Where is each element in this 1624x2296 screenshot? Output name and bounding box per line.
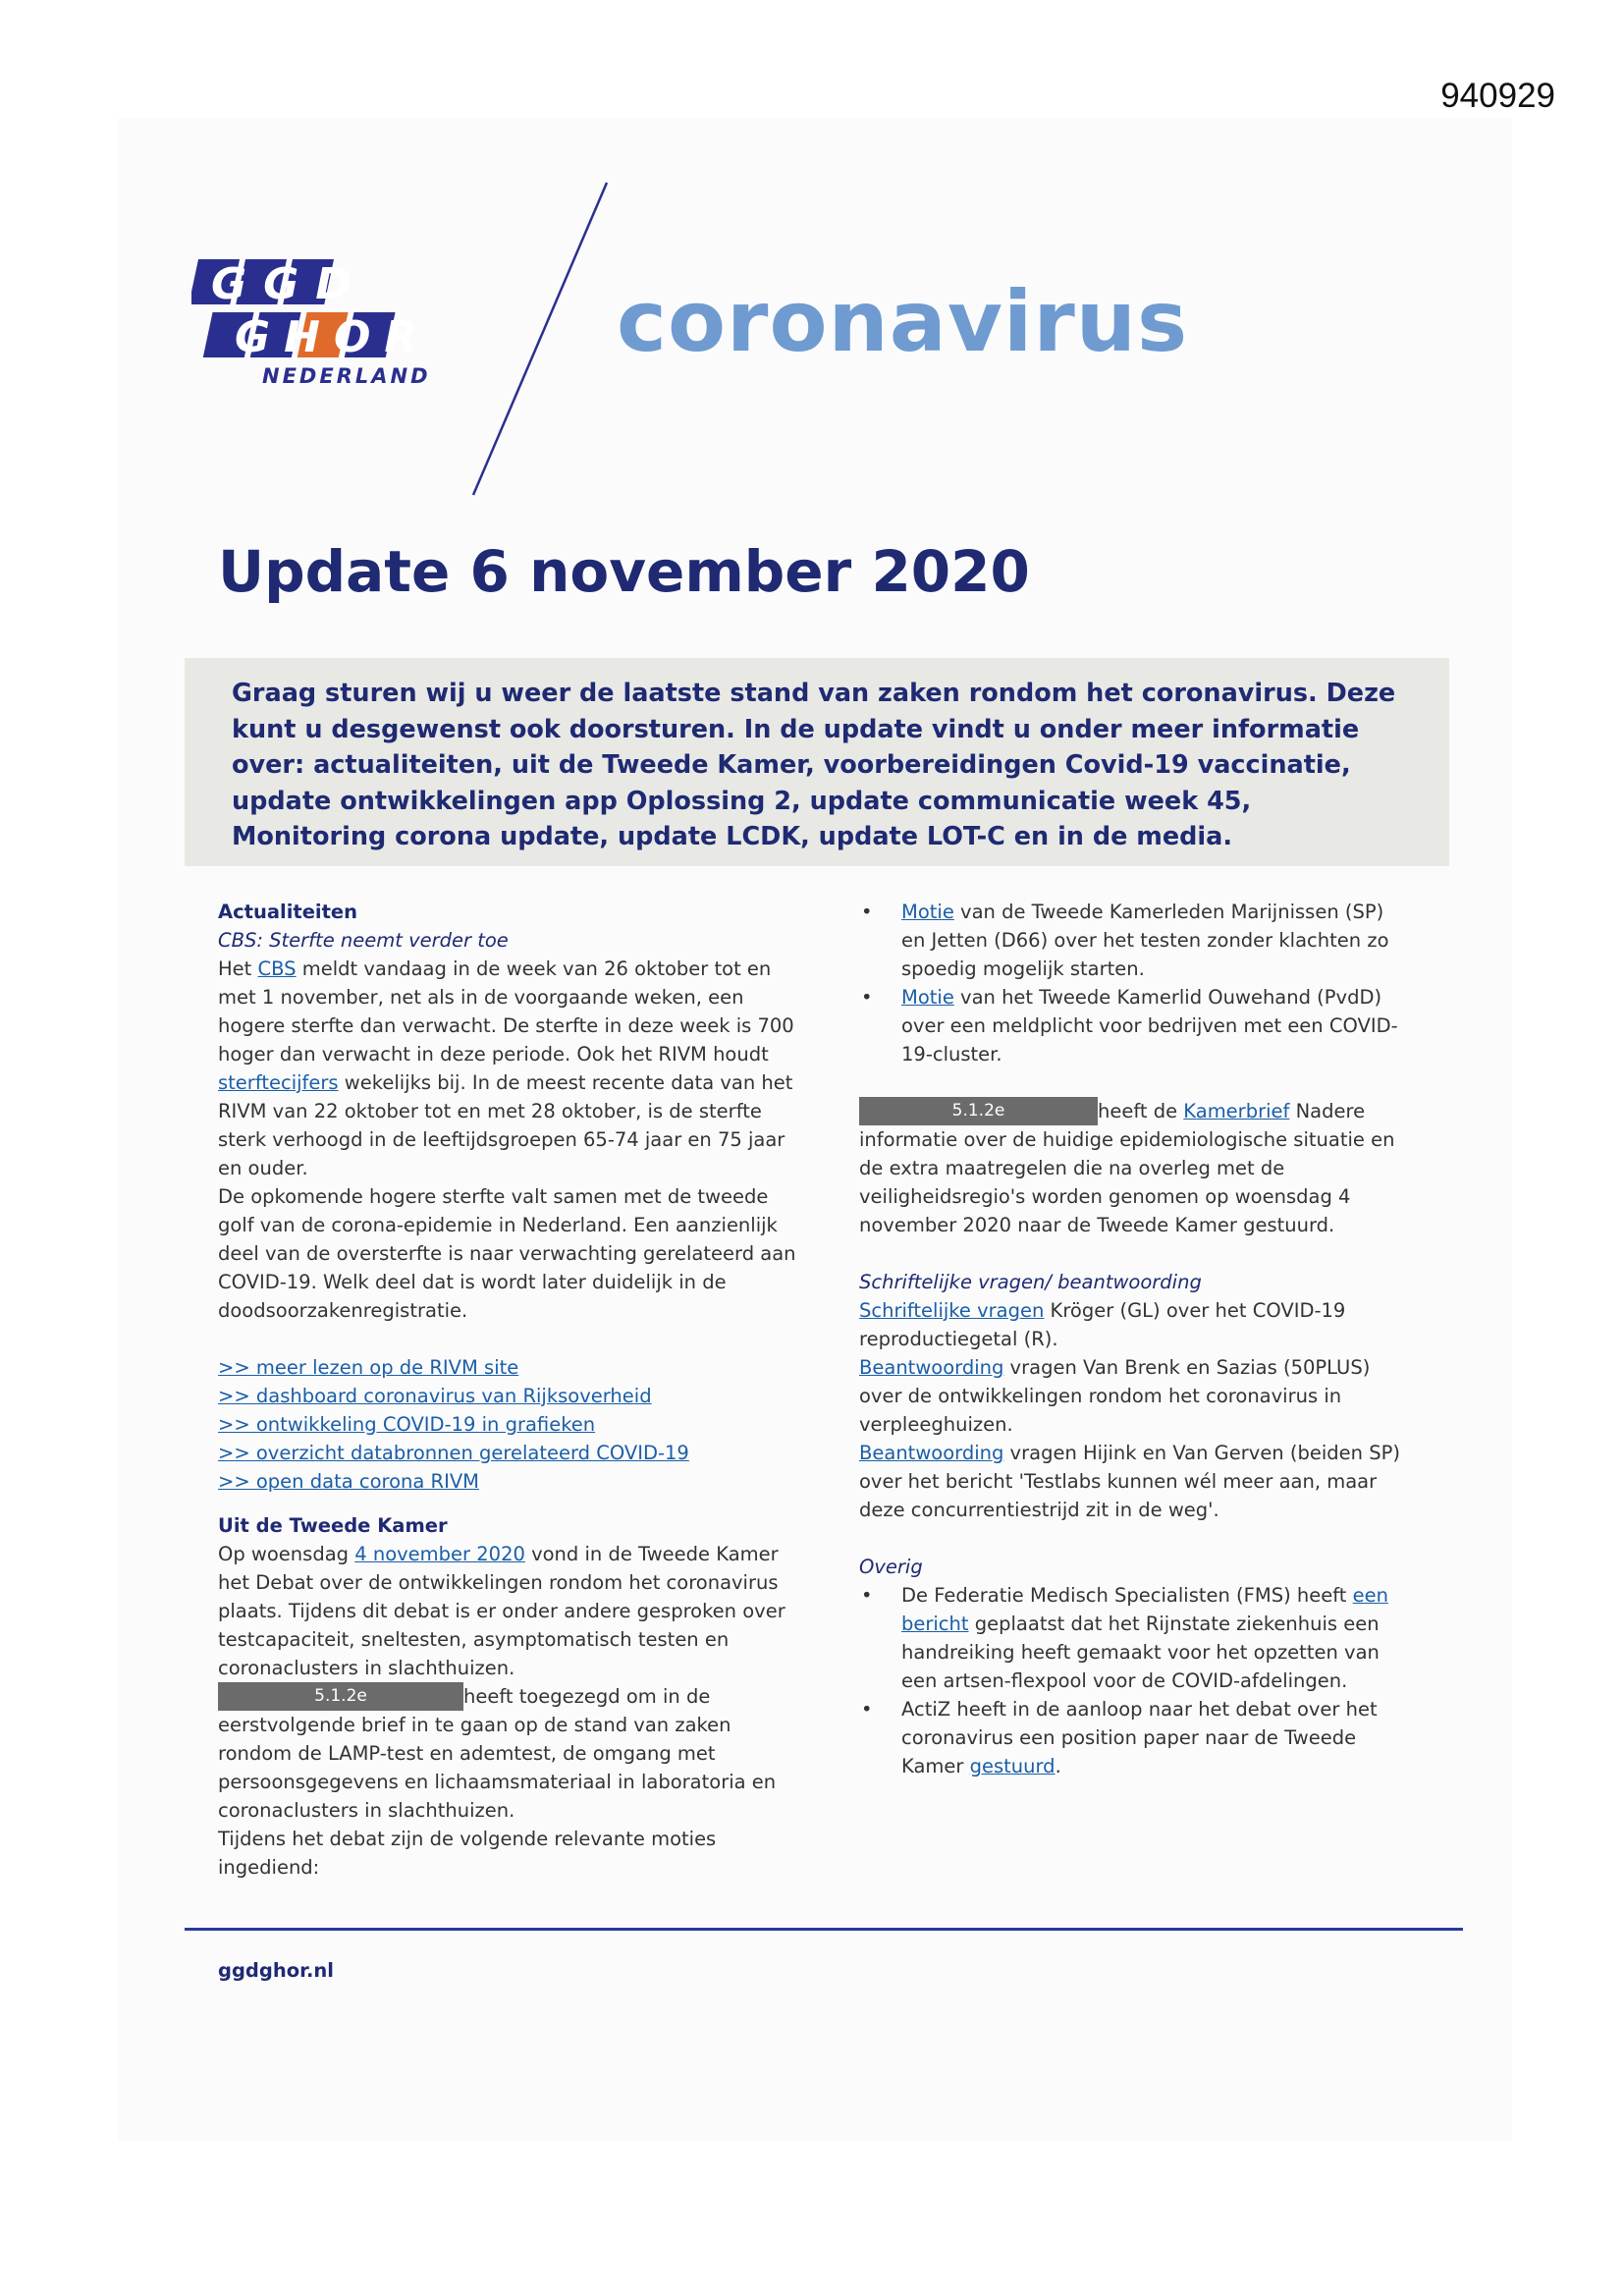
schriftelijk-subheading: Schriftelijke vragen/ beantwoording <box>859 1271 1202 1293</box>
gestuurd-link[interactable]: gestuurd <box>969 1755 1056 1777</box>
intro-box <box>185 658 1449 866</box>
intro-text: Graag sturen wij u weer de laatste stand van zaken rondom het coronavirus. Deze kunt u desgewenst ook doorsturen. In de update vindt u onder meer informatie over: actualiteiten, uit de Tweede Kamer, voorbereidingen Covid-19 vaccinatie, update ontwikkelingen app Oplossing 2, update communicatie week 45, Monitoring corona update, update LCDK, update LOT-C en in de media. <box>232 679 1396 851</box>
cbs-link[interactable]: CBS <box>257 957 297 980</box>
schriftelijk-item: Beantwoording vragen Van Brenk en Sazias (50PLUS) over de ontwikkelingen rondom het coronavirus in verpleeghuizen. <box>859 1356 1371 1436</box>
sterfte-paragraph: De opkomende hogere sterfte valt samen met de tweede golf van de corona-epidemie in Nederland. Een aanzienlijk deel van de oversterfte is naar verwachting gerelateerd aan COVID-19. Welk deel dat is wordt later duidelijk in de doodsoorzakenregistratie. <box>218 1185 796 1322</box>
redaction-box: 5.1.2e <box>218 1682 463 1711</box>
right-column <box>859 898 1409 1780</box>
overig-list <box>859 1581 1409 1780</box>
logo-line-3: NEDERLAND <box>262 364 431 388</box>
logo-line-2: GHOR <box>235 312 432 362</box>
list-item: • De Federatie Medisch Specialisten (FMS) heeft een bericht geplaatst dat het Rijnstate ziekenhuis een handreiking heeft gemaakt voor het opzetten van een artsen-flexpool voor de COVID-afdelingen. <box>859 1581 1409 1695</box>
motie-link[interactable]: Motie <box>901 901 954 923</box>
sterftecijfers-link[interactable]: sterftecijfers <box>218 1071 339 1094</box>
ggd-ghor-logo <box>191 246 447 393</box>
list-item: • ActiZ heeft in de aanloop naar het debat over het coronavirus een position paper naar de Tweede Kamer gestuurd. <box>859 1695 1409 1780</box>
coronavirus-wordmark: coronavirus <box>617 273 1189 371</box>
cbs-subheading: CBS: Sterfte neemt verder toe <box>218 929 509 952</box>
kamerbrief-paragraph: 5.1.2e heeft de Kamerbrief Nadere informatie over de huidige epidemiologische situatie en de extra maatregelen die na overleg met de veiligheidsregio's worden genomen op woensdag 4 november 2020 naar de Tweede Kamer gestuurd. <box>859 1097 1409 1239</box>
schriftelijke-vragen-link[interactable]: Schriftelijke vragen <box>859 1299 1045 1322</box>
overig-subheading: Overig <box>859 1556 923 1578</box>
redaction-box: 5.1.2e <box>859 1097 1098 1125</box>
toezegging-paragraph: 5.1.2e heeft toegezegd om in de eerstvolgende brief in te gaan op de stand van zaken rondom de LAMP-test en ademtest, de omgang met persoonsgegevens en lichaamsmateriaal in laboratoria en coronaclusters in slachthuizen. <box>218 1682 807 1825</box>
header-slash <box>452 177 628 501</box>
page-title: Update 6 november 2020 <box>218 538 1030 605</box>
tweede-kamer-heading: Uit de Tweede Kamer <box>218 1514 448 1537</box>
list-item: • Motie van de Tweede Kamerleden Marijnissen (SP) en Jetten (D66) over het testen zonder klachten zo spoedig mogelijk starten. <box>859 898 1409 983</box>
schriftelijk-item: Schriftelijke vragen Kröger (GL) over het COVID-19 reproductiegetal (R). <box>859 1299 1346 1350</box>
cbs-paragraph: Het CBS meldt vandaag in de week van 26 oktober tot en met 1 november, net als in de voorgaande weken, een hogere sterfte dan verwacht. De sterfte in deze week is 700 hoger dan verwacht in deze periode. Ook het RIVM houdt sterftecijfers wekelijks bij. In de meest recente data van het RIVM van 22 oktober tot en met 28 oktober, is de sterfte sterk verhoogd in de leeftijdsgroepen 65-74 jaar en 75 jaar en ouder. <box>218 957 794 1179</box>
list-item: • Motie van het Tweede Kamerlid Ouwehand (PvdD) over een meldplicht voor bedrijven met een COVID-19-cluster. <box>859 983 1409 1068</box>
bericht-link[interactable]: een bericht <box>901 1584 1388 1635</box>
schriftelijk-item: Beantwoording vragen Hijink en Van Gerven (beiden SP) over het bericht 'Testlabs kunnen wél meer aan, maar deze concurrentiestrijd zit in de weg'. <box>859 1442 1400 1521</box>
motie-link[interactable]: Motie <box>901 986 954 1009</box>
moties-intro: Tijdens het debat zijn de volgende relevante moties ingediend: <box>218 1828 717 1879</box>
footer-divider <box>185 1928 1463 1931</box>
logo-line-1: GGD <box>211 259 368 309</box>
beantwoording-link[interactable]: Beantwoording <box>859 1356 1004 1379</box>
footer-url: ggdghor.nl <box>218 1959 334 1982</box>
link-databronnen[interactable]: >> overzicht databronnen gerelateerd COVID-19 <box>218 1442 689 1464</box>
debat-date-link[interactable]: 4 november 2020 <box>354 1543 525 1565</box>
moties-list <box>859 898 1409 1068</box>
kamerbrief-link[interactable]: Kamerbrief <box>1183 1100 1290 1122</box>
beantwoording-link[interactable]: Beantwoording <box>859 1442 1004 1464</box>
actualiteiten-heading: Actualiteiten <box>218 901 358 923</box>
link-rivm-site[interactable]: >> meer lezen op de RIVM site <box>218 1356 519 1379</box>
link-dashboard-rijksoverheid[interactable]: >> dashboard coronavirus van Rijksoverheid <box>218 1385 652 1407</box>
link-open-data[interactable]: >> open data corona RIVM <box>218 1470 480 1493</box>
link-grafieken[interactable]: >> ontwikkeling COVID-19 in grafieken <box>218 1413 596 1436</box>
debat-paragraph: Op woensdag 4 november 2020 vond in de Tweede Kamer het Debat over de ontwikkelingen rondom het coronavirus plaats. Tijdens dit debat is er onder andere gesproken over testcapaciteit, sneltesten, asymptomatisch testen en coronaclusters in slachthuizen. <box>218 1543 785 1679</box>
left-column <box>218 898 807 1882</box>
document-number: 940929 <box>1440 77 1555 115</box>
